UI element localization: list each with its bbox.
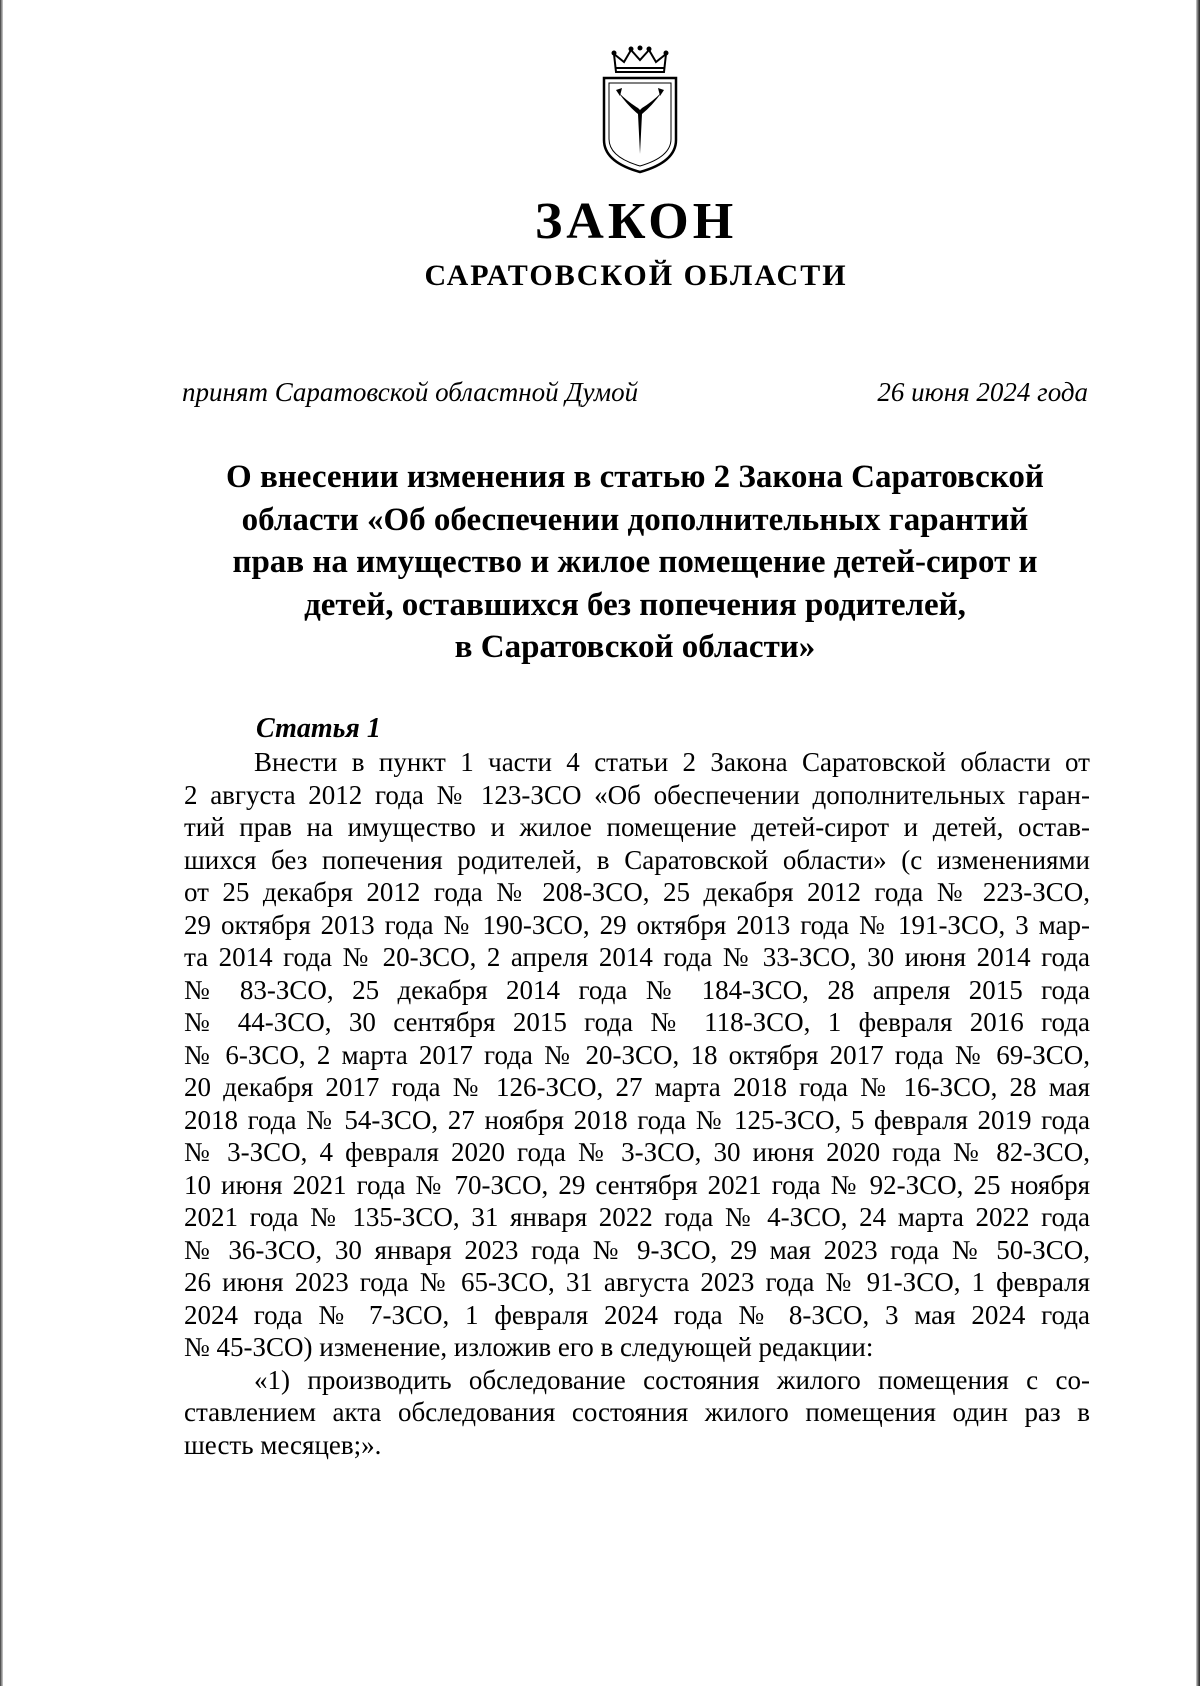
article-title: Статья 1 — [256, 713, 381, 744]
law-title: ЗАКОН — [534, 193, 738, 250]
body-line: № 44-ЗСО, 30 сентября 2015 года № 118-ЗСО, 1 февраля 2016 года — [184, 1007, 1090, 1037]
body-line: «1) производить обследование состояния жилого помещения с со- — [254, 1364, 1090, 1395]
body-line: № 83-ЗСО, 25 декабря 2014 года № 184-ЗСО, 28 апреля 2015 года — [184, 974, 1090, 1005]
body-line: № 3-ЗСО, 4 февраля 2020 года № 3-ЗСО, 30 июня 2020 года № 82-ЗСО, — [184, 1137, 1090, 1167]
body-line: от 25 декабря 2012 года № 208-ЗСО, 25 декабря 2012 года № 223-ЗСО, — [184, 877, 1090, 907]
body-line: № 45-ЗСО) изменение, изложив его в следующей редакции: — [184, 1332, 874, 1362]
body-line: 10 июня 2021 года № 70-ЗСО, 29 сентября 2021 года № 92-ЗСО, 25 ноября — [184, 1169, 1090, 1200]
body-line: 2021 года № 135-ЗСО, 31 января 2022 года № 4-ЗСО, 24 марта 2022 года — [184, 1202, 1090, 1232]
body-line: тий прав на имущество и жилое помещение детей-сирот и детей, остав- — [184, 812, 1090, 842]
adoption-line — [182, 374, 1088, 410]
heading-line: области «Об обеспечении дополнительных гарантий — [241, 501, 1029, 538]
coat-of-arms-emblem — [598, 44, 682, 176]
body-line: Внести в пункт 1 части 4 статьи 2 Закона Саратовской области от — [254, 747, 1090, 777]
body-line: № 36-ЗСО, 30 января 2023 года № 9-ЗСО, 29 мая 2023 года № 50-ЗСО, — [184, 1234, 1090, 1265]
body-line: шесть месяцев;». — [184, 1429, 382, 1460]
body-line: 2024 года № 7-ЗСО, 1 февраля 2024 года № 8-ЗСО, 3 мая 2024 года — [184, 1299, 1090, 1330]
scan-edge-left — [0, 0, 3, 1686]
heading-line: О внесении изменения в статью 2 Закона Саратовской — [226, 459, 1044, 495]
heading-line: детей, оставшихся без попечения родителей, — [304, 586, 966, 623]
heading-line: прав на имущество и жилое помещение детей-сирот и — [232, 544, 1038, 580]
adopted-date: 26 июня 2024 года — [877, 377, 1088, 407]
law-heading — [182, 456, 1088, 669]
body-line: № 6-ЗСО, 2 марта 2017 года № 20-ЗСО, 18 октября 2017 года № 69-ЗСО, — [184, 1039, 1090, 1070]
body-line: 2 августа 2012 года № 123-ЗСО «Об обеспечении дополнительных гаран- — [184, 779, 1090, 810]
article-body — [184, 746, 1090, 1461]
scan-edge-right — [1196, 0, 1200, 1686]
body-line: 20 декабря 2017 года № 126-ЗСО, 27 марта 2018 года № 16-ЗСО, 28 мая — [184, 1072, 1090, 1102]
body-line: 29 октября 2013 года № 190-ЗСО, 29 октября 2013 года № 191-ЗСО, 3 мар- — [184, 909, 1090, 940]
law-region: САРАТОВСКОЙ ОБЛАСТИ — [424, 259, 848, 292]
body-line: ставлением акта обследования состояния жилого помещения один раз в — [184, 1397, 1090, 1427]
body-line: 26 июня 2023 года № 65-ЗСО, 31 августа 2023 года № 91-ЗСО, 1 февраля — [184, 1267, 1090, 1297]
body-line: шихся без попечения родителей, в Саратовской области» (с изменениями — [184, 844, 1090, 875]
saratov-coat-of-arms-icon — [598, 44, 682, 176]
adopted-by: принят Саратовской областной Думой — [182, 377, 639, 407]
heading-line: в Саратовской области» — [454, 629, 816, 665]
body-line: 2018 года № 54-ЗСО, 27 ноября 2018 года № 125-ЗСО, 5 февраля 2019 года — [184, 1104, 1090, 1135]
body-line: та 2014 года № 20-ЗСО, 2 апреля 2014 года № 33-ЗСО, 30 июня 2014 года — [184, 942, 1090, 972]
